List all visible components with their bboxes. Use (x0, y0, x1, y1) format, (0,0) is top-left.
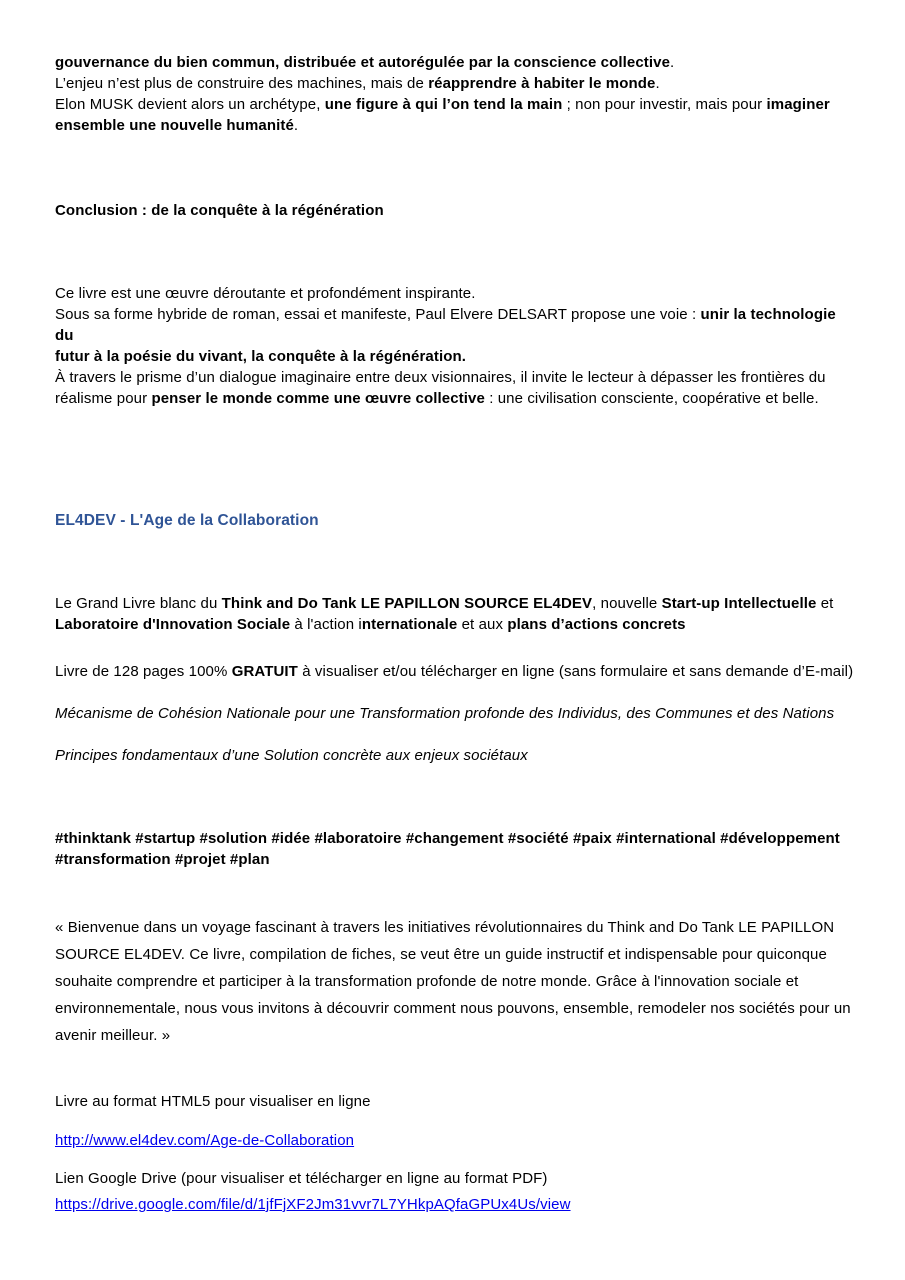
quote-text: environnementale, nous vous invitons à découvrir comment nous pouvons, ensemble, remodeler nos sociétés pour un (55, 1000, 851, 1017)
quote-text: « Bienvenue dans un voyage fascinant à travers les initiatives révolutionnaires du Think and Do Tank LE PAPILLON (55, 919, 835, 936)
whitebook-text: et aux (457, 616, 508, 633)
whitebook-bold-internationale: nternationale (361, 616, 458, 633)
intro-bold-figure: une figure à qui l’on tend la main (324, 96, 563, 113)
intro-text: . (655, 75, 660, 92)
quote-text: SOURCE EL4DEV. Ce livre, compilation de fiches, se veut être un guide instructif et indispensable pour quiconque (55, 946, 827, 963)
intro-bold-humanity: ensemble une nouvelle humanité (55, 117, 294, 134)
link-google-drive-pdf[interactable]: https://drive.google.com/file/d/1jfFjXF2Jm31vvr7L7YHkpAQfaGPUx4Us/view (55, 1196, 571, 1213)
link-el4dev-collaboration[interactable]: http://www.el4dev.com/Age-de-Collaboration (55, 1132, 355, 1149)
italic-line-principes: Principes fondamentaux d’une Solution concrète aux enjeux sociétaux (55, 747, 528, 764)
whitebook-bold-thinktank: Think and Do Tank LE PAPILLON SOURCE EL4DEV (221, 595, 593, 612)
hashtags-line1: #thinktank #startup #solution #idée #laboratoire #changement #société #paix #international #développement (55, 830, 840, 847)
hashtags-block (55, 828, 855, 870)
quote-text: avenir meilleur. » (55, 1027, 171, 1044)
conclusion-bold-futur: futur à la poésie du vivant, la conquête à la régénération. (55, 348, 467, 365)
intro-text: . (670, 54, 675, 71)
paragraph-quote (55, 914, 855, 1049)
free-bold-gratuit: GRATUIT (231, 663, 298, 680)
whitebook-text: à l'action i (290, 616, 362, 633)
intro-bold-relearn: réapprendre à habiter le monde (428, 75, 656, 92)
conclusion-bold-unir: unir la technologie du (55, 306, 836, 344)
conclusion-text: À travers le prisme d’un dialogue imaginaire entre deux visionnaires, il invite le lecteur à dépasser les frontières du (55, 369, 826, 386)
intro-bold-imagine: imaginer (766, 96, 830, 113)
italic-line-mecanisme: Mécanisme de Cohésion Nationale pour une Transformation profonde des Individus, des Communes et des Nations (55, 705, 835, 722)
paragraph-free-book (55, 661, 855, 682)
intro-text: Elon MUSK devient alors un archétype, (55, 96, 325, 113)
whitebook-bold-laboratoire: Laboratoire d'Innovation Sociale (55, 616, 291, 633)
conclusion-text: Sous sa forme hybride de roman, essai et manifeste, Paul Elvere DELSART propose une voie : (55, 306, 701, 323)
paragraph-whitebook (55, 593, 855, 635)
intro-text: ; non pour investir, mais pour (562, 96, 767, 113)
free-text: Livre de 128 pages 100% (55, 663, 232, 680)
quote-text: souhaite comprendre et participer à la transformation profonde de notre monde. Grâce à l'innovation sociale et (55, 973, 799, 990)
conclusion-heading: Conclusion : de la conquête à la régénération (55, 202, 384, 219)
whitebook-bold-startup: Start-up Intellectuelle (661, 595, 817, 612)
html5-label: Livre au format HTML5 pour visualiser en ligne (55, 1093, 371, 1110)
hashtags-line2: #transformation #projet #plan (55, 851, 270, 868)
paragraph-conclusion (55, 283, 855, 409)
conclusion-text: réalisme pour (55, 390, 152, 407)
free-text: à visualiser et/ou télécharger en ligne (sans formulaire et sans demande d’E-mail) (297, 663, 854, 680)
whitebook-text: et (816, 595, 834, 612)
whitebook-bold-plans: plans d’actions concrets (507, 616, 686, 633)
intro-bold-governance: gouvernance du bien commun, distribuée et autorégulée par la conscience collective (55, 54, 671, 71)
conclusion-text: : une civilisation consciente, coopérative et belle. (484, 390, 819, 407)
drive-link-row (55, 1194, 855, 1215)
conclusion-text: Ce livre est une œuvre déroutante et profondément inspirante. (55, 285, 476, 302)
section-heading-el4dev: EL4DEV - L'Age de la Collaboration (55, 512, 319, 529)
intro-text: L’enjeu n’est plus de construire des machines, mais de (55, 75, 429, 92)
whitebook-text: , nouvelle (592, 595, 662, 612)
conclusion-bold-oeuvre: penser le monde comme une œuvre collective (151, 390, 485, 407)
html5-link-row (55, 1130, 855, 1151)
paragraph-intro (55, 52, 855, 136)
intro-text: . (293, 117, 299, 134)
whitebook-text: Le Grand Livre blanc du (55, 595, 222, 612)
drive-label: Lien Google Drive (pour visualiser et télécharger en ligne au format PDF) (55, 1170, 548, 1187)
